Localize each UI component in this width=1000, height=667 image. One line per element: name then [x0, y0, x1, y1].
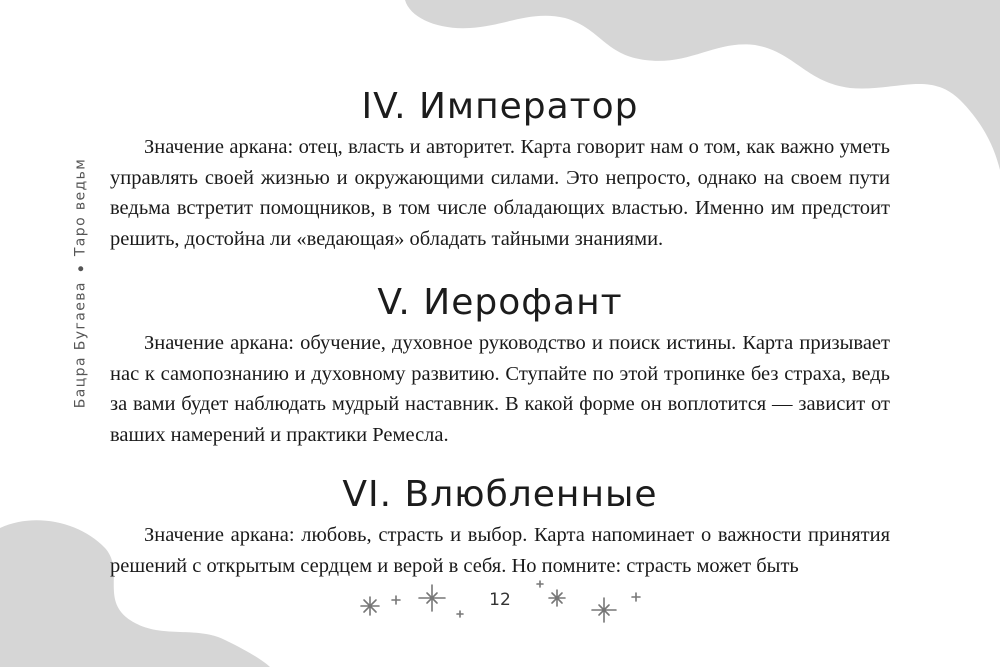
running-head-dot-icon: [78, 266, 83, 271]
cross-star-icon: [537, 581, 543, 587]
running-head-author: Бацра Бугаева: [72, 281, 88, 409]
cross-star-icon: [392, 596, 400, 604]
sparkle-star-icon: [549, 590, 565, 606]
sparkle-star-icon: [361, 597, 379, 615]
sparkle-star-icon: [419, 585, 445, 611]
page-footer: [0, 578, 1000, 628]
running-head-title: Таро ведьм: [72, 157, 88, 257]
cross-star-icon: [457, 611, 463, 617]
section-heading-hierophant: V. Иерофант: [377, 282, 623, 323]
section-heading-emperor: IV. Император: [361, 86, 639, 127]
page-number: 12: [489, 590, 511, 610]
page-content: [110, 82, 890, 581]
sparkle-star-icon: [592, 598, 616, 622]
section-text-hierophant: Значение аркана: обучение, духовное руководство и поиск истины. Карта призывает нас к самопознанию и духовному развитию. Ступайте по этой тропинке без страха, ведь за вами будет наблюдать мудрый наставник. В какой форме он воплотится — зависит от ваших намерений и практики Ремесла.: [110, 332, 890, 446]
cross-star-icon: [632, 593, 640, 601]
section-text-emperor: Значение аркана: отец, власть и авторитет. Карта говорит нам о том, как важно уметь управлять своей жизнью и окружающими силами. Это непросто, однако на своем пути ведьма встретит помощников, в том числе обладающих властью. Именно им предстоит решить, достойна ли «ведающая» обладать тайными знаниями.: [110, 136, 890, 250]
section-heading-lovers: VI. Влюбленные: [342, 474, 658, 515]
running-head: [70, 118, 90, 448]
section-text-lovers: Значение аркана: любовь, страсть и выбор. Карта напоминает о важности принятия решений с открытым сердцем и верой в себя. Но помните: страсть может быть: [110, 524, 890, 577]
